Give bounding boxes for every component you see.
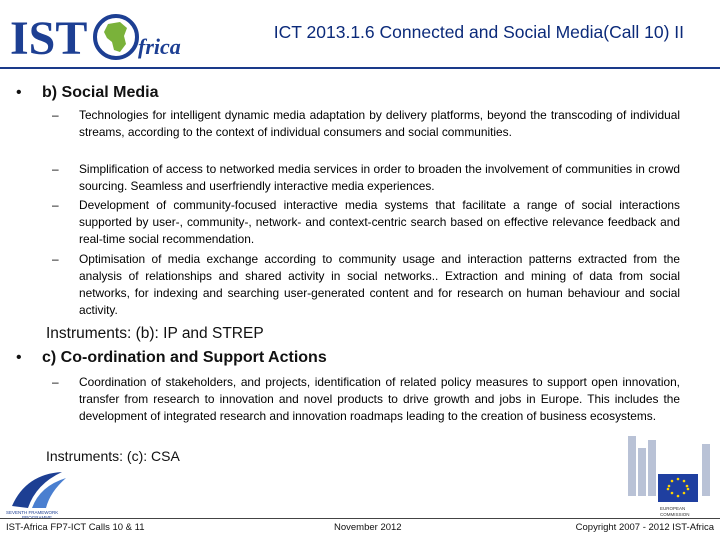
dash-icon: –: [52, 108, 59, 122]
european-commission-logo: [622, 430, 716, 522]
footer-divider: [0, 518, 720, 519]
list-item: – Technologies for intelligent dynamic media adaptation by delivery platforms, beyond the transcoding of individual streams, according to the context of individual consumers and social communities.: [52, 108, 680, 139]
svg-text:frica: frica: [138, 34, 181, 59]
dash-icon: –: [52, 252, 59, 266]
dash-icon: –: [52, 375, 59, 389]
footer-copyright: Copyright 2007 - 2012 IST-Africa: [575, 522, 714, 533]
dash-icon: –: [52, 162, 59, 176]
instruments-c: Instruments: (c): CSA: [46, 448, 180, 464]
list-item: – Optimisation of media exchange according to community usage and interaction patterns extracted from the analysis of relationships and shared activity in social networks.. Extraction and mining of data from social networks, for indexing and searching user-generated content and for research on human behaviour and social activity.: [52, 252, 680, 317]
footer-left: IST-Africa FP7-ICT Calls 10 & 11: [6, 522, 145, 533]
footer-date: November 2012: [334, 522, 402, 533]
section-b-heading: • b) Social Media: [16, 84, 159, 101]
list-item: – Coordination of stakeholders, and projects, identification of related policy measures to support open innovation, transfer from research to innovation and novel products to drive growth and jobs in Europe. This includes the development of integrated research and innovation roadmaps leading to the creation of business ecosystems.: [52, 375, 680, 423]
list-item: – Development of community-focused interactive media systems that facilitate a range of social interactions supported by user-, community-, network- and context-centric search based on effective relevance feedback and real-time social recommendation.: [52, 198, 680, 246]
dash-icon: –: [52, 198, 59, 212]
ist-africa-logo: [10, 10, 185, 62]
section-c-heading: • c) Co-ordination and Support Actions: [16, 349, 327, 366]
svg-text:SEVENTH FRAMEWORK: SEVENTH FRAMEWORK: [6, 510, 59, 515]
list-item: – Simplification of access to networked media services in order to broaden the involvement of communities in crowd sourcing. Seamless and userfriendly interactive media experiences.: [52, 162, 680, 193]
svg-text:IST: IST: [10, 12, 88, 62]
title-divider: [0, 67, 720, 69]
svg-text:COMMISSION: COMMISSION: [660, 512, 690, 517]
bullet-icon: •: [16, 84, 22, 101]
fp7-logo: [6, 468, 78, 520]
instruments-b: Instruments: (b): IP and STREP: [46, 325, 264, 342]
slide-title: ICT 2013.1.6 Connected and Social Media(Call 10) II: [273, 22, 684, 42]
bullet-icon: •: [16, 349, 22, 366]
svg-text:EUROPEAN: EUROPEAN: [660, 506, 686, 511]
